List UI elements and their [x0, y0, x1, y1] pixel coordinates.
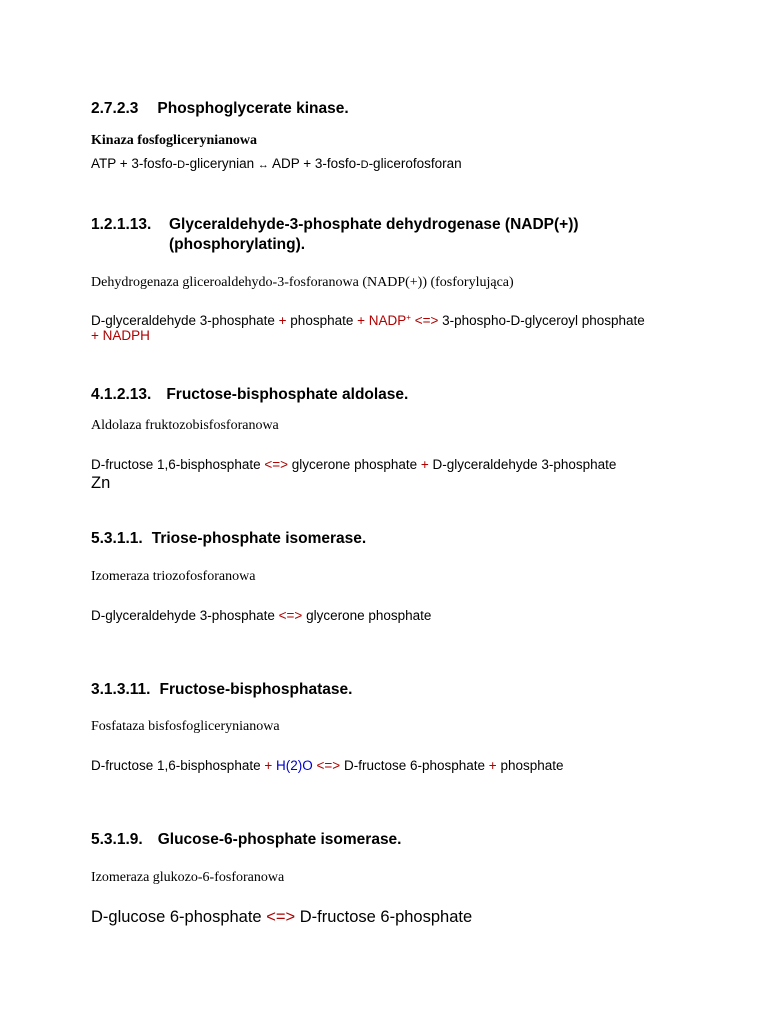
ec-number: 3.1.3.11. [91, 681, 151, 698]
plus-operator: + [91, 328, 99, 343]
product-text: NADPH [102, 328, 150, 343]
equilibrium-arrow: <=> [264, 457, 289, 472]
reaction-equation [91, 608, 431, 623]
product-text: D-fructose 6-phosphate [299, 908, 473, 926]
substrate-text: D-glyceraldehyde 3-phosphate [91, 313, 275, 328]
equilibrium-arrow: <=> [414, 313, 439, 328]
product-text: ADP + 3-fosfo- [271, 156, 361, 171]
reaction-equation [91, 313, 645, 328]
polish-name: Fosfataza bisfosfoglicerynianowa [91, 719, 280, 734]
reaction-equation [91, 457, 616, 472]
enzyme-title: Phosphoglycerate kinase. [157, 100, 349, 117]
reversible-arrow-icon: ↔ [257, 159, 269, 171]
enzyme-title: Fructose-bisphosphate aldolase. [166, 386, 409, 403]
charge-superscript: + [406, 313, 411, 322]
substrate-text: ATP + 3-fosfo- [91, 156, 178, 171]
substrate-text: D-fructose 1,6-bisphosphate [91, 457, 261, 472]
cofactor-note: Zn [91, 474, 111, 492]
polish-name: Izomeraza glukozo-6-fosforanowa [91, 870, 285, 885]
product-text: D-glyceraldehyde 3-phosphate [432, 457, 617, 472]
product-text: D-fructose 6-phosphate [343, 758, 486, 773]
section-heading [91, 831, 402, 849]
polish-name: Kinaza fosfoglicerynianowa [91, 133, 258, 148]
d-prefix: D [360, 159, 369, 171]
enzyme-title: Glucose-6-phosphate isomerase. [157, 831, 402, 848]
substrate-text: phosphate [290, 313, 354, 328]
water-text: H(2)O [276, 758, 313, 773]
polish-name: Aldolaza fruktozobisfosforanowa [91, 418, 279, 433]
substrate-text: D-fructose 1,6-bisphosphate [91, 758, 261, 773]
substrate-text: D-glyceraldehyde 3-phosphate [91, 608, 275, 623]
equilibrium-arrow: <=> [278, 608, 303, 623]
section-heading [91, 681, 352, 699]
reaction-equation [91, 156, 462, 171]
polish-name: Izomeraza triozofosforanowa [91, 569, 256, 584]
section-heading [91, 530, 366, 548]
equilibrium-arrow: <=> [316, 758, 341, 773]
nadp-label: NADP [368, 313, 407, 328]
reaction-equation [91, 908, 472, 927]
substrate-text: -glicerynian [185, 156, 255, 171]
section-heading [91, 100, 349, 118]
reaction-equation [91, 758, 564, 773]
product-text: 3-phospho-D-glyceroyl phosphate [442, 313, 645, 328]
d-prefix: D [177, 159, 186, 171]
plus-operator: + [488, 758, 497, 773]
cofactor-text [369, 313, 411, 328]
product-text: glycerone phosphate [291, 457, 418, 472]
enzyme-title: Glyceraldehyde-3-phosphate dehydrogenase (NADP(+)) [169, 216, 579, 233]
plus-operator: + [357, 313, 366, 328]
reaction-equation-continued [91, 328, 150, 343]
substrate-text: D-glucose 6-phosphate [91, 908, 262, 926]
plus-operator: + [278, 313, 287, 328]
section-heading [91, 386, 408, 404]
ec-number: 5.3.1.9. [91, 831, 143, 848]
ec-number: 4.1.2.13. [91, 386, 152, 403]
ec-number: 1.2.1.13. [91, 216, 152, 233]
product-text: -glicerofosforan [368, 156, 462, 171]
plus-operator: + [264, 758, 273, 773]
equilibrium-arrow: <=> [266, 908, 296, 926]
polish-name: Dehydrogenaza gliceroaldehydo-3-fosforanowa (NADP(+)) (fosforylująca) [91, 275, 514, 290]
enzyme-title: Fructose-bisphosphatase. [159, 681, 353, 698]
ec-number: 5.3.1.1. [91, 530, 143, 547]
section-heading [91, 216, 151, 234]
ec-number: 2.7.2.3 [91, 100, 139, 117]
plus-operator: + [420, 457, 429, 472]
product-text: glycerone phosphate [306, 608, 432, 623]
enzyme-title: Triose-phosphate isomerase. [151, 530, 367, 547]
product-text: phosphate [500, 758, 564, 773]
enzyme-title-continued: (phosphorylating). [169, 236, 306, 253]
